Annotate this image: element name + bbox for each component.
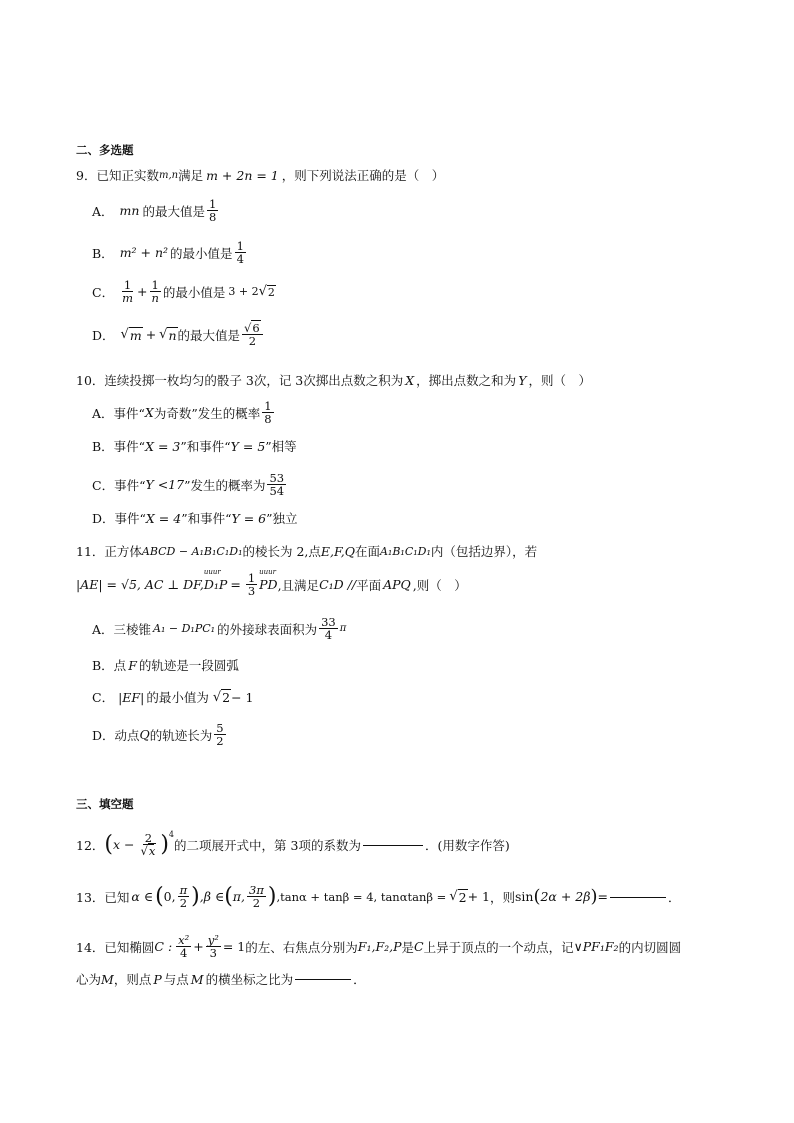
fraction [207,198,218,223]
q14-tail: ． [353,972,366,987]
q9-option-a [92,198,220,223]
option-expr: mn [119,203,140,219]
option-label: B．事件“ [92,439,146,454]
plus-one: + 1 [467,889,490,905]
option-text: 的最小值是 [170,245,233,261]
frac-den: 3 [247,584,256,599]
option-value: 3 + 2 [228,285,259,299]
range-lower: 0, [163,889,176,905]
vector-label: D₁P [203,577,228,593]
q10-option-c [92,472,288,497]
vector-arrow-icon: uuur [203,568,221,577]
sqrt-icon: √ [159,327,168,343]
q12-tail: ．(用数字作答) [424,837,510,853]
frac-den: 54 [269,484,285,499]
var-x: X [405,372,415,388]
fraction-1-over-m [120,279,135,304]
radicand: n [168,327,177,343]
option-text: 的最小值为 [146,690,209,705]
frac-num: 3π [249,883,264,897]
frac-num: 1 [264,399,272,413]
option-expr: Q [139,727,150,743]
q14-text: 的内切圆圆 [618,939,682,955]
sqrt-icon: √ [449,889,458,905]
option-label: C． [92,690,115,705]
question-9-stem [76,166,444,184]
sqrt-icon: √ [140,844,148,859]
q14-text: 心为 [76,972,102,987]
option-expr: F [128,657,137,673]
option-value: − 1 [231,689,254,705]
left-paren: ( [533,885,541,907]
expr: x − [113,837,135,853]
sqrt-icon: √ [244,321,252,335]
fraction [247,884,266,909]
fraction-1-over-n [149,279,160,304]
frac-num: 1 [123,278,132,292]
left-paren: ( [224,883,233,909]
frac-num: 1 [151,278,159,292]
radicand: m [129,327,142,343]
answer-blank[interactable] [363,844,423,846]
frac-num: 1 [208,197,217,211]
frac-den: 4 [324,628,333,643]
sqrt-icon: √ [120,327,129,343]
fraction [139,832,159,857]
condition: ,tanα + tanβ = 4, tanαtanβ = [276,889,447,904]
q14-text: 的横坐标之比为 [205,972,294,987]
q9-stem-b: 满足 [178,168,204,183]
vector-pd [259,568,278,593]
left-paren: ( [104,831,113,857]
q10-stem-b: ，掷出点数之和为 [416,373,517,388]
sin-arg: 2α + 2β [540,889,591,905]
ellipse-name: C : [154,939,173,955]
fraction [267,472,286,497]
q11-text: 11．正方体 [76,544,142,559]
option-label: B． [92,245,114,261]
q13-label: 13．已知 [76,889,130,905]
frac-den: 4 [180,946,188,961]
question-11-stem-line2 [76,568,467,599]
q12-text: 的二项展开式中，第 3项的系数为 [174,837,361,853]
frac-den: m [122,291,133,306]
q13-text: ，则 [489,889,515,905]
right-paren: ) [267,883,277,909]
range-lower: π, [232,889,245,905]
fraction [242,322,263,347]
beta-range: ,β ∈ [199,889,225,905]
vector-label: PD [259,577,278,593]
q11-text: 的棱长为 2,点 [242,544,321,559]
plus-sign: + [136,284,148,300]
option-text: 的轨迹长为 [149,727,213,743]
q12-label: 12． [76,837,105,853]
fraction [214,722,225,747]
frac-den: n [151,291,159,306]
frac-den: 2 [252,896,261,911]
answer-blank[interactable] [610,896,666,898]
fraction [176,934,191,959]
right-paren: ) [160,831,169,857]
q10-option-a [92,400,276,425]
radicand: 2 [222,690,231,705]
q11-option-c [92,688,253,706]
var-y: Y [518,372,527,388]
option-text: 的最大值是 [142,203,205,219]
sin-func: sin [514,889,534,905]
frac-den: 2 [216,734,224,749]
ellipse-ref: C [414,939,424,955]
option-expr: m² + n² [119,245,169,261]
option-label: A．三棱锥 [92,621,152,637]
plane-name: APQ [383,577,411,593]
option-expr: X = 4 [145,510,182,526]
points: E,F,Q [320,543,355,559]
option-text: 的最大值是 [177,327,241,343]
cube-name: ABCD − A₁B₁C₁D₁ [141,544,243,558]
question-10-stem [76,371,591,389]
fraction [206,934,221,959]
plus-sign: + [193,939,204,955]
frac-den: 8 [264,412,272,427]
section-title-multiple-choice: 二、多选题 [76,143,134,157]
q9-condition: m + 2n = 1 [206,167,279,183]
option-label: C． [92,284,115,300]
plus-sign: + [145,327,157,343]
option-text: 的外接球表面积为 [217,621,318,637]
equals-sign: = [597,889,608,905]
q11-text: 平面 [356,577,382,593]
option-label: C．事件“ [92,477,146,493]
q9-stem-c: ，则下列说法正确的是（ ） [281,168,445,183]
fraction [262,400,273,425]
condition-expr: |AE| = √5, AC ⊥ DF, [76,577,204,593]
right-paren: ) [191,883,200,909]
pi-symbol: π [339,623,347,635]
q11-option-d [92,722,228,747]
q11-text: 内（包括边界），若 [430,544,538,559]
left-paren: ( [155,883,164,909]
q14-text: 是 [401,939,415,955]
question-14-line2 [76,970,366,988]
frac-num: 53 [269,471,285,485]
frac-num: 1 [247,571,256,585]
q10-option-d [92,509,298,527]
frac-den: 2 [248,334,257,349]
frac-num: π [179,883,188,897]
fraction [235,240,246,265]
point-m: M [101,971,114,987]
option-expr: Y = 5 [230,438,266,454]
frac-num: 2 [144,831,153,845]
option-text: 为奇数”发生的概率 [153,405,261,421]
option-text: 的最小值是 [162,284,226,300]
frac-num: 1 [236,239,244,253]
option-text: ”发生的概率为 [184,477,266,493]
sqrt-icon: √ [258,284,267,300]
q13-tail: ． [668,889,681,905]
point-m: M [190,971,204,987]
q9-option-d [92,322,265,347]
q9-vars: m,n [158,169,179,181]
option-expr: X = 3 [145,438,181,454]
triangle-expr: ∨PF₁F₂ [573,939,619,955]
q11-option-b [92,656,239,674]
frac-num: x² [178,933,190,947]
option-label: B．点 [92,658,127,673]
option-expr: Y = 6 [231,510,267,526]
frac-num: 5 [216,721,224,735]
q11-option-a [92,616,346,641]
q9-option-c [92,279,276,304]
vector-d1p [203,568,228,593]
q9-stem-a: 9．已知正实数 [76,168,159,183]
q14-text: 与点 [163,972,189,987]
frac-den: 8 [208,210,217,225]
option-label: A．事件“ [92,405,145,421]
q14-label: 14．已知椭圆 [76,939,155,955]
q11-text: ,则（ ） [412,577,467,593]
q10-option-b [92,437,297,455]
q11-text: 在面 [354,544,380,559]
equals-sign: = [230,577,241,593]
q9-option-b [92,240,248,265]
q14-text: 的左、右焦点分别为 [245,939,358,955]
option-label: A． [92,203,114,219]
equation-rhs: = 1 [222,939,246,955]
option-text: ”和事件“ [181,511,232,526]
q10-stem-a: 10．连续投掷一枚均匀的骰子 3次，记 3次掷出点数之积为 [76,373,404,388]
q11-text: ,且满足 [277,577,320,593]
frac-num: y² [207,933,219,947]
option-label: D．动点 [92,727,140,743]
alpha-range: α ∈ [131,889,154,905]
option-expr: A₁ − D₁PC₁ [153,622,216,636]
face-name: A₁B₁C₁D₁ [379,544,431,558]
option-label: D．事件“ [92,511,146,526]
fraction [246,572,257,597]
option-text: ”和事件“ [180,439,231,454]
radicand: 2 [458,889,467,905]
frac-den: 2 [179,896,188,911]
radicand: 6 [252,321,260,335]
option-expr: Y <17 [145,477,185,493]
option-text: ”相等 [265,439,297,454]
question-14-line1 [76,934,681,959]
question-12 [76,832,510,857]
exponent: 4 [168,830,175,839]
option-text: ”独立 [266,511,298,526]
q14-text: ，则点 [113,972,152,987]
vector-arrow-icon: uuur [259,568,277,577]
fraction [178,884,190,909]
frac-den: 4 [236,252,244,267]
q14-text: 上异于顶点的一个动点，记 [423,939,574,955]
foci: F₁,F₂,P [357,939,402,955]
sqrt-icon: √ [212,689,222,705]
option-label: D． [92,327,115,343]
right-paren: ) [590,885,598,907]
option-text: 的轨迹是一段圆弧 [138,658,239,673]
radicand: x [148,844,156,859]
q10-stem-c: ，则（ ） [528,373,591,388]
point-p: P [153,971,162,987]
section-title-fill-in: 三、填空题 [76,797,134,811]
answer-blank[interactable] [295,978,351,980]
question-11-stem-line1 [76,542,537,560]
option-expr: |EF| [118,689,145,705]
frac-den: 3 [209,946,217,961]
radicand: 2 [267,285,275,299]
question-13 [76,884,681,909]
option-expr: X [144,405,154,421]
parallel-expr: C₁D // [319,577,357,593]
frac-num: 33 [321,615,336,629]
fraction [319,616,338,641]
